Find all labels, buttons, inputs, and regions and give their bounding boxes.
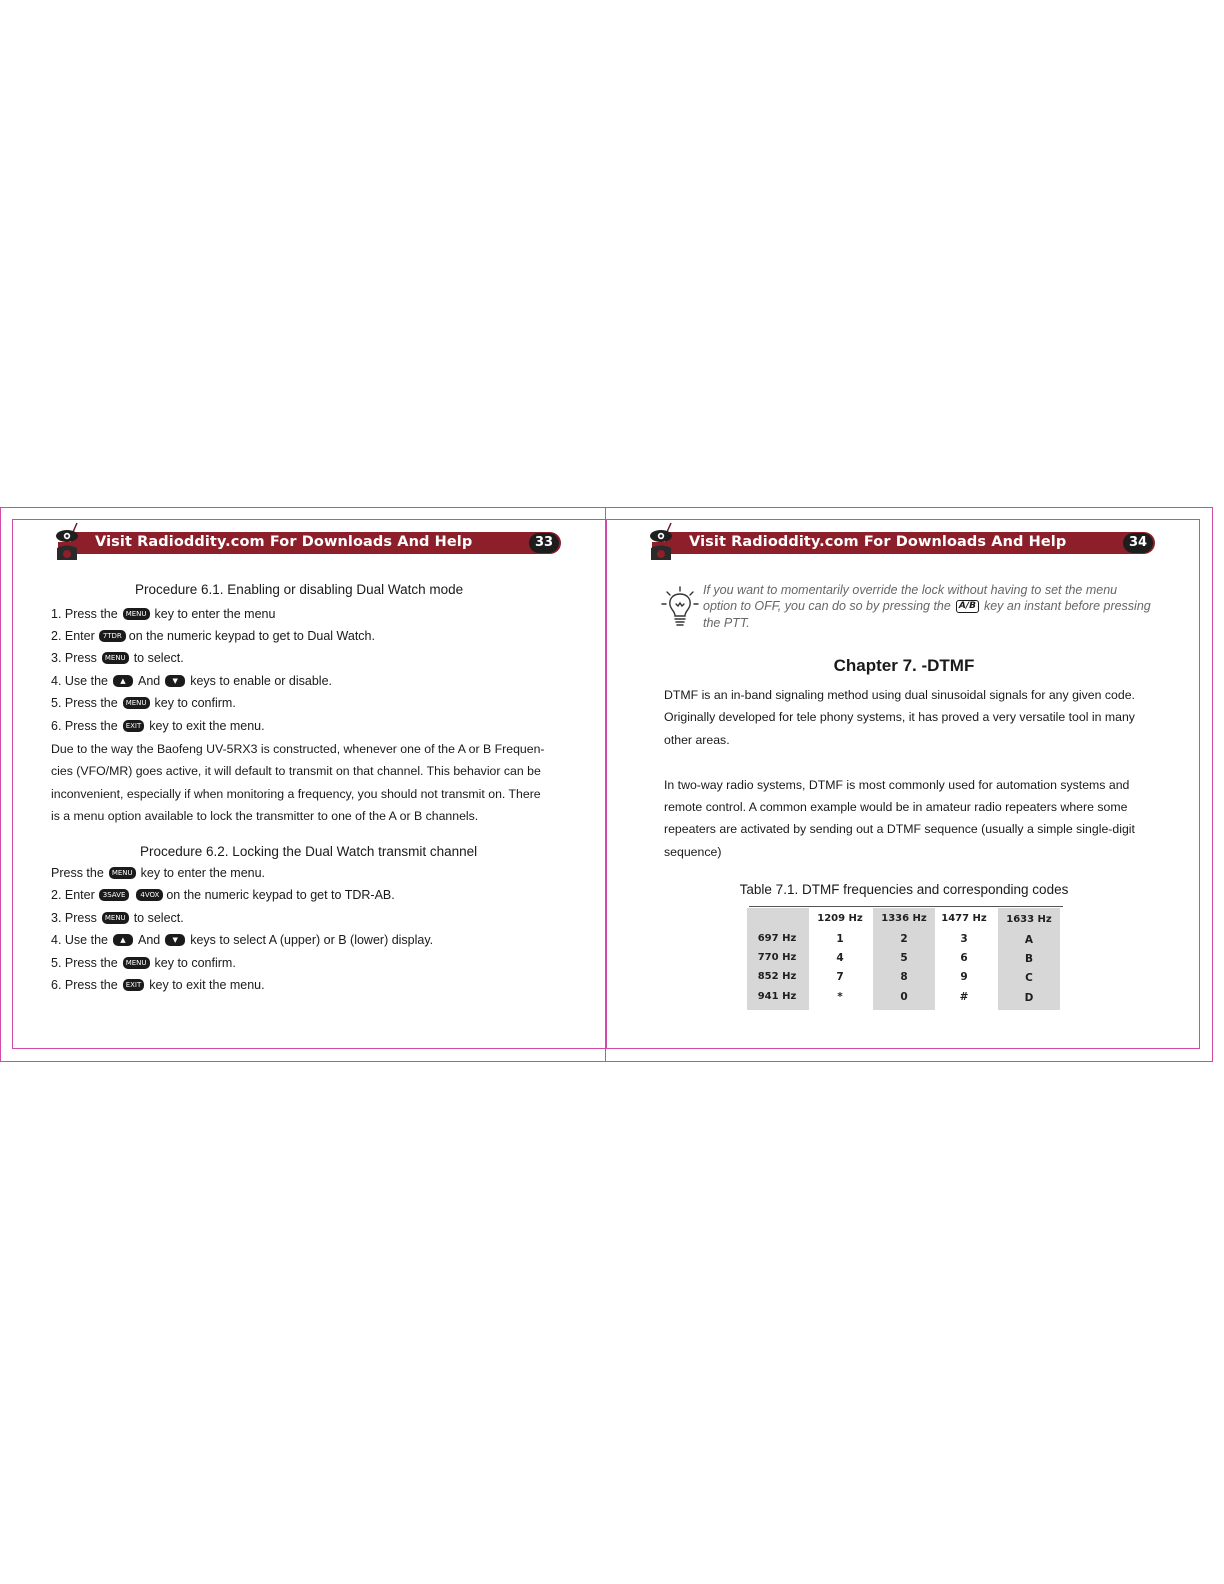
step-text: 6. Press the — [51, 978, 118, 992]
dtmf-table — [747, 906, 1065, 1010]
step-text: 5. Press the — [51, 696, 118, 710]
page-banner — [665, 532, 1155, 554]
step-text: 5. Press the — [51, 956, 118, 970]
step-text: the PTT. — [703, 616, 750, 630]
mascot-icon — [647, 522, 683, 562]
table-cell: 4 — [836, 952, 844, 964]
down-arrow-key-icon: ▼ — [165, 934, 185, 946]
proc2-step-4 — [51, 933, 433, 947]
up-arrow-key-icon: ▲ — [113, 934, 133, 946]
step-text: key to exit the menu. — [149, 719, 265, 733]
step-text: And — [137, 674, 161, 688]
table-row-header: 941 Hz — [757, 991, 797, 1002]
table-col-header: 1477 Hz — [941, 913, 987, 924]
step-text: keys to select A (upper) or B (lower) display. — [190, 933, 434, 947]
banner-text: Visit Radioddity.com For Downloads And Help — [689, 534, 1067, 550]
paragraph-line: is a menu option available to lock the transmitter to one of the A or B channels. — [51, 809, 479, 823]
proc1-step-4 — [51, 674, 332, 688]
proc1-step-1 — [51, 607, 275, 621]
menu-key-icon: MENU — [123, 608, 150, 620]
table-col-header: 1633 Hz — [1006, 914, 1052, 925]
paragraph-line: inconvenient, especially if when monitoring a frequency, you should not transmit on. There — [51, 787, 541, 801]
proc1-step-5 — [51, 696, 236, 710]
proc2-step-3 — [51, 911, 184, 925]
step-text: key to exit the menu. — [149, 978, 265, 992]
key-3-icon: 3SAVE — [99, 889, 130, 901]
proc2-step-6 — [51, 978, 265, 992]
paragraph-line: sequence) — [664, 845, 722, 859]
table-cell: 3 — [960, 933, 968, 945]
paragraph-line: repeaters are activated by sending out a DTMF sequence (usually a simple single-digit — [664, 822, 1135, 836]
menu-key-icon: MENU — [123, 957, 150, 969]
table-row-header: 770 Hz — [757, 952, 797, 963]
step-text: 2. Enter — [51, 629, 95, 643]
step-text: 4. Use the — [51, 933, 108, 947]
table-cell: 6 — [960, 952, 968, 964]
tip-line — [703, 583, 1117, 597]
table-cell: 7 — [836, 971, 844, 983]
step-text: on the numeric keypad to get to Dual Watch. — [128, 629, 375, 643]
page-number: 33 — [529, 533, 559, 553]
table-cell: 9 — [960, 971, 968, 983]
procedure-6-1-title: Procedure 6.1. Enabling or disabling Dual Watch mode — [135, 582, 464, 597]
paragraph-line: remote control. A common example would be in amateur radio repeaters where some — [664, 800, 1128, 814]
page-number: 34 — [1123, 533, 1153, 553]
table-caption: Table 7.1. DTMF frequencies and corresponding codes — [739, 882, 1069, 897]
step-text: 3. Press — [51, 651, 97, 665]
step-text: 4. Use the — [51, 674, 108, 688]
table-col-header: 1336 Hz — [881, 913, 927, 924]
table-cell: D — [1024, 992, 1034, 1004]
tip-line — [703, 616, 750, 630]
step-text: to select. — [133, 911, 184, 925]
table-cell: A — [1024, 934, 1034, 946]
step-text: key to enter the menu — [154, 607, 276, 621]
proc2-step-5 — [51, 956, 236, 970]
key-4-icon: 4VOX — [136, 889, 163, 901]
page-left — [12, 519, 606, 1049]
menu-key-icon: MENU — [109, 867, 136, 879]
menu-key-icon: MENU — [102, 652, 129, 664]
table-col-header: 1209 Hz — [817, 913, 863, 924]
exit-key-icon: EXIT — [123, 720, 145, 732]
paragraph-line: cies (VFO/MR) goes active, it will default to transmit on that channel. This behavior can be — [51, 764, 541, 778]
step-text: And — [137, 933, 161, 947]
step-text: key to enter the menu. — [140, 866, 266, 880]
table-cell: 0 — [900, 991, 908, 1003]
paragraph-line: Due to the way the Baofeng UV-5RX3 is constructed, whenever one of the A or B Frequen- — [51, 742, 545, 756]
step-text: option to OFF, you can do so by pressing the — [703, 599, 951, 613]
chapter-title: Chapter 7. -DTMF — [833, 656, 975, 675]
ab-key-icon: A/B — [956, 600, 979, 613]
mascot-icon — [53, 522, 89, 562]
page-right — [606, 519, 1200, 1049]
paragraph-line: Originally developed for tele phony systems, it has proved a very versatile tool in many — [664, 710, 1135, 724]
step-text: 2. Enter — [51, 888, 95, 902]
table-row-header: 697 Hz — [757, 933, 797, 944]
step-text: If you want to momentarily override the lock without having to set the menu — [703, 583, 1118, 597]
up-arrow-key-icon: ▲ — [113, 675, 133, 687]
table-cell: * — [837, 991, 843, 1003]
table-cell: 8 — [900, 971, 908, 983]
table-cell: 1 — [836, 933, 844, 945]
tip-line — [703, 599, 1151, 613]
table-row-header: 852 Hz — [757, 971, 797, 982]
table-cell: C — [1025, 972, 1033, 984]
banner-text: Visit Radioddity.com For Downloads And Help — [95, 534, 473, 550]
key-7-icon: 7TDR — [99, 630, 126, 642]
table-top-rule — [749, 906, 1063, 907]
paragraph-line: DTMF is an in-band signaling method using dual sinusoidal signals for any given code. — [664, 688, 1135, 702]
exit-key-icon: EXIT — [123, 979, 145, 991]
proc1-step-3 — [51, 651, 184, 665]
step-text: key to confirm. — [154, 956, 236, 970]
step-text: 6. Press the — [51, 719, 118, 733]
step-text: 1. Press the — [51, 607, 118, 621]
step-text: to select. — [133, 651, 184, 665]
menu-key-icon: MENU — [123, 697, 150, 709]
paragraph-line: In two-way radio systems, DTMF is most commonly used for automation systems and — [664, 778, 1130, 792]
step-text: key an instant before pressing — [983, 599, 1151, 613]
table-cell: 5 — [900, 952, 908, 964]
proc1-step-6 — [51, 719, 265, 733]
paragraph-line: other areas. — [664, 733, 730, 747]
step-text: keys to enable or disable. — [190, 674, 332, 688]
table-cell: B — [1024, 953, 1033, 965]
procedure-6-2-title: Procedure 6.2. Locking the Dual Watch transmit channel — [140, 844, 478, 859]
lightbulb-icon — [661, 586, 699, 630]
step-text: key to confirm. — [154, 696, 236, 710]
page-banner — [71, 532, 561, 554]
table-cell: # — [959, 991, 969, 1003]
proc2-step-1 — [51, 866, 265, 880]
down-arrow-key-icon: ▼ — [165, 675, 185, 687]
proc1-step-2 — [51, 629, 375, 643]
table-cell: 2 — [900, 933, 908, 945]
proc2-step-2 — [51, 888, 395, 902]
step-text: Press the — [51, 866, 104, 880]
menu-key-icon: MENU — [102, 912, 129, 924]
step-text: on the numeric keypad to get to TDR-AB. — [166, 888, 395, 902]
step-text: 3. Press — [51, 911, 97, 925]
